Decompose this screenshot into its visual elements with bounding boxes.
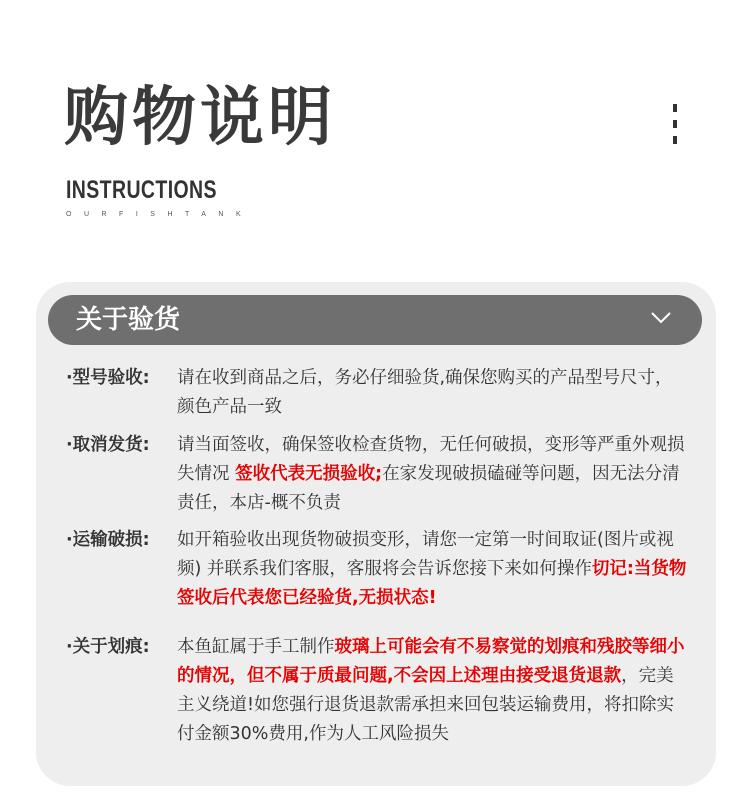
- item-text-segment: ，完美主义绕道!如您强行退货退款需承担来回包装运输费用，将扣除实付金额30%费用,作为人工风险损失: [177, 666, 675, 744]
- page-tagline: OURFISHTANK: [66, 211, 254, 218]
- item-emphasis-text: 签收代表无损验收;: [235, 464, 383, 484]
- item-text-segment: 请在收到商品之后，务必仔细验货,确保您购买的产品型号尺寸，颜色产品一致: [177, 368, 673, 417]
- item-text: [177, 431, 687, 518]
- item-text-segment: 本鱼缸属于手工制作: [177, 637, 335, 657]
- item-emphasis-text: 玻璃上可能会有不易察觉的划痕和残胶等细小的情况，但不属于质最问题,不会因上述理由接受退货退款: [177, 637, 685, 686]
- page-subtitle: INSTRUCTIONS: [66, 176, 217, 204]
- item-text: [177, 364, 687, 422]
- vertical-dots-icon[interactable]: [672, 104, 678, 144]
- item-text-segment: 在家发现破损磕碰等问题，因无法分清责任，本店-概不负责: [177, 464, 680, 513]
- item-text: [177, 526, 687, 613]
- item-text-segment: 如开箱验收出现货物破损变形，请您一定第一时间取证(图片或视频) 并联系我们客服，客服将会告诉您接下来如何操作: [177, 530, 674, 579]
- section-title: 关于验货: [76, 305, 181, 335]
- page-title: 购物说明: [64, 81, 336, 155]
- item-label: ·型号验收:: [66, 368, 150, 388]
- item-label: ·运输破损:: [66, 530, 150, 550]
- section-header[interactable]: [48, 295, 702, 345]
- item-emphasis-text: 切记:当货物签收后代表您已经验货,无损状态!: [177, 559, 687, 608]
- item-text: [177, 633, 687, 749]
- item-label: ·关于划痕:: [66, 637, 150, 657]
- chevron-down-icon[interactable]: [650, 311, 672, 325]
- item-text-segment: 请当面签收，确保签收检查货物，无任何破损，变形等严重外观损失情况: [177, 435, 685, 484]
- item-label: ·取消发货:: [66, 435, 150, 455]
